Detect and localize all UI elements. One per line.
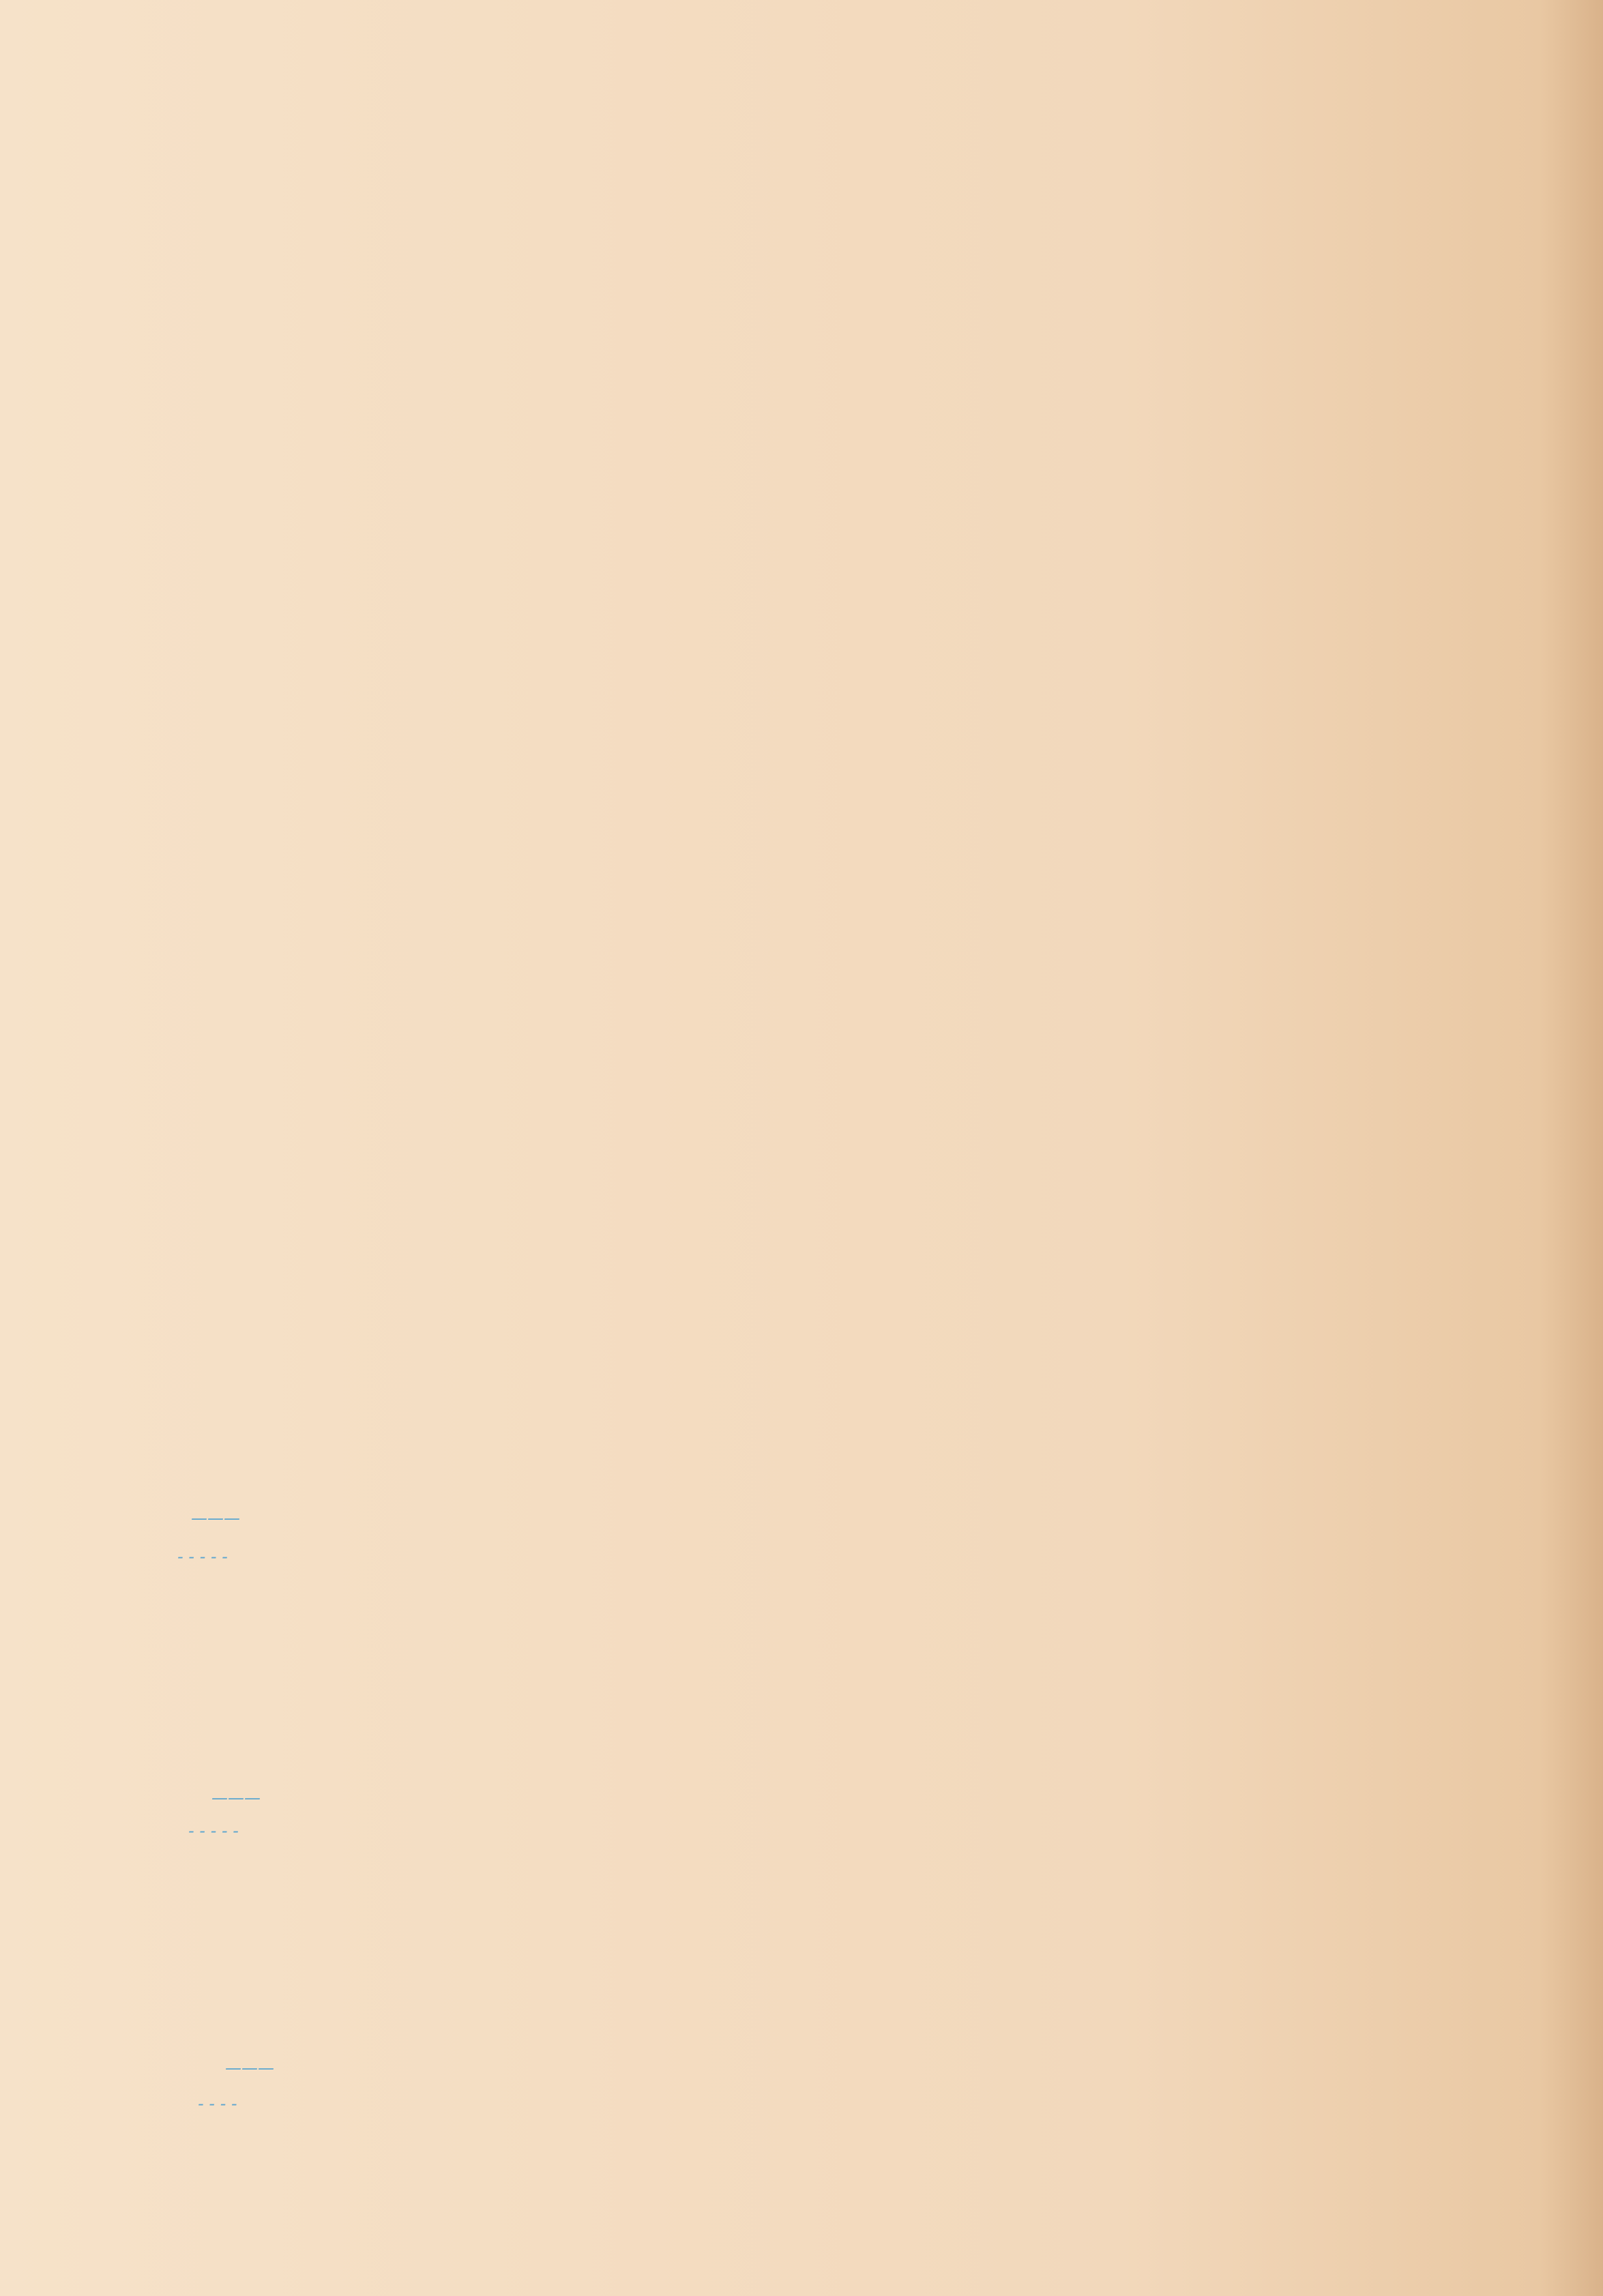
leipzig-legend-langj: - - - - -	[177, 1547, 228, 1566]
goerlitz-legend-tagesmittel: ———	[211, 1789, 261, 1808]
fichtelberg-legend-langj: - - - -	[198, 2094, 237, 2113]
fichtelberg-legend-tagesmittel: ———	[225, 2059, 274, 2078]
leipzig-legend-tagesmittel: ———	[191, 1509, 240, 1528]
goerlitz-legend-langj: - - - - -	[188, 1821, 239, 1840]
